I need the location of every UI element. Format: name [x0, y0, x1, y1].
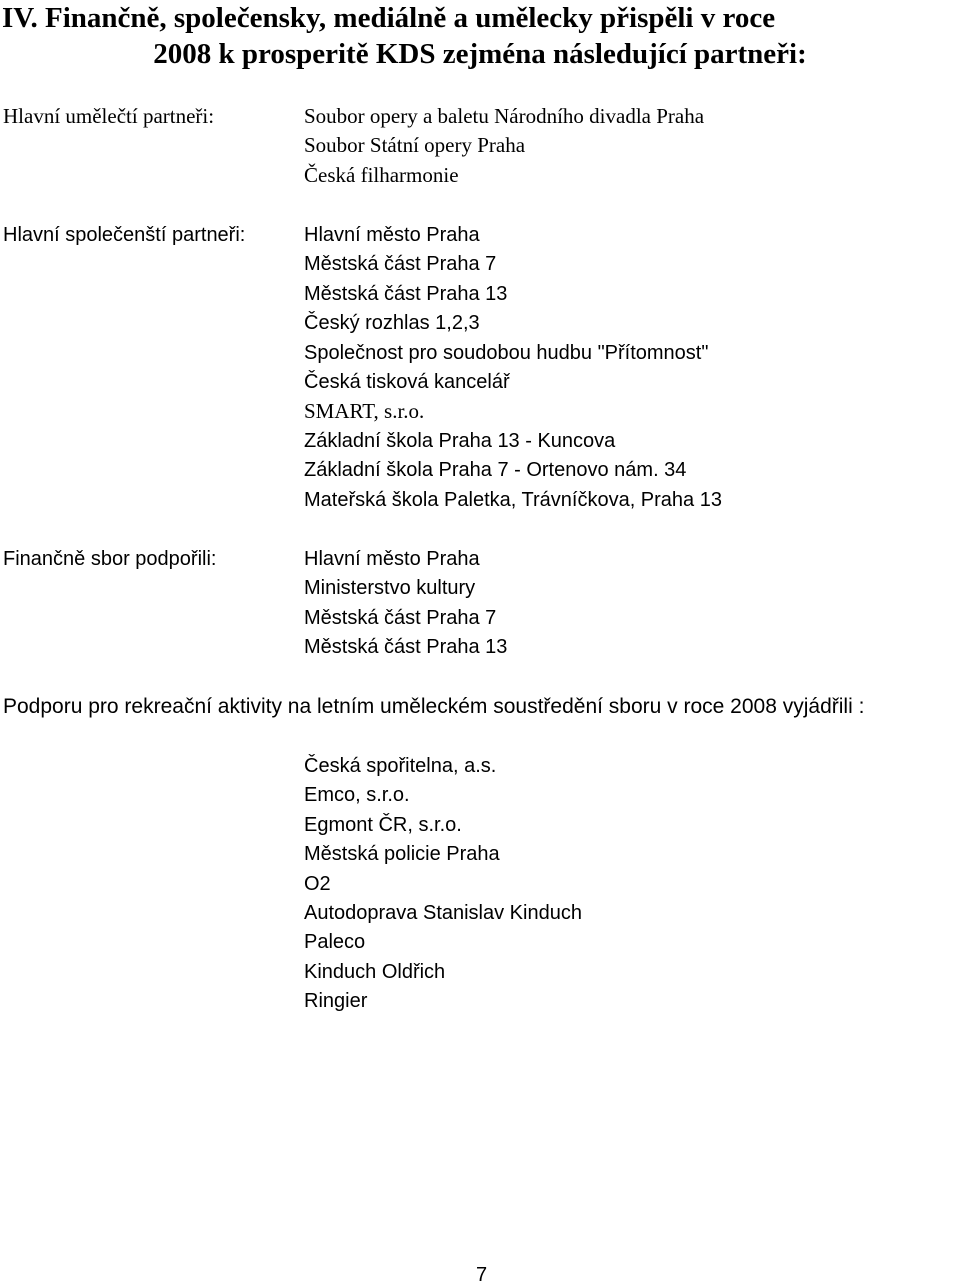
heading-line-1: IV. Finančně, společensky, mediálně a umělecky přispěli v roce: [2, 2, 776, 34]
list-item: SMART, s.r.o.: [304, 399, 425, 424]
list-item: Ministerstvo kultury: [304, 577, 476, 600]
recreation-statement: Podporu pro rekreační aktivity na letním uměleckém soustředění sboru v roce 2008 vyjádřili :: [3, 695, 865, 718]
list-item: Mateřská škola Paletka, Trávníčkova, Praha 13: [304, 488, 722, 511]
list-item: Autodoprava Stanislav Kinduch: [304, 902, 582, 925]
list-item: Městská část Praha 7: [304, 606, 497, 629]
list-item: Český rozhlas 1,2,3: [304, 312, 480, 335]
list-item: Paleco: [304, 931, 366, 954]
financial-supporters-list: [304, 545, 507, 663]
list-item: O2: [304, 872, 331, 895]
section-heading: [0, 0, 960, 72]
list-item: Městská policie Praha: [304, 843, 500, 866]
artistic-partners-label: Hlavní umělečtí partneři:: [3, 104, 215, 128]
recreation-supporters-list: [304, 752, 582, 1017]
list-item: Hlavní město Praha: [304, 548, 480, 570]
list-item: Česká spořitelna, a.s.: [304, 755, 497, 777]
heading-line-2: 2008 k prosperitě KDS zejména následující partneři:: [153, 38, 807, 70]
list-item: Základní škola Praha 7 - Ortenovo nám. 34: [304, 459, 687, 482]
list-item: Emco, s.r.o.: [304, 784, 410, 807]
social-partners-label: Hlavní společenští partneři:: [3, 224, 246, 246]
page-number: 7: [476, 1264, 488, 1286]
list-item: Kinduch Oldřich: [304, 960, 446, 983]
artistic-partners-list: [304, 102, 704, 190]
list-item: Hlavní město Praha: [304, 224, 480, 246]
list-item: Městská část Praha 13: [304, 282, 508, 305]
list-item: Egmont ČR, s.r.o.: [304, 813, 462, 836]
list-item: Česká tisková kancelář: [304, 371, 510, 394]
list-item: Soubor Státní opery Praha: [304, 133, 526, 158]
list-item: Společnost pro soudobou hudbu "Přítomnost": [304, 341, 709, 364]
list-item: Městská část Praha 7: [304, 253, 497, 276]
list-item: Česká filharmonie: [304, 162, 459, 187]
list-item: Ringier: [304, 990, 368, 1013]
list-item: Městská část Praha 13: [304, 636, 508, 659]
list-item: Soubor opery a baletu Národního divadla Praha: [304, 104, 705, 128]
social-partners-list: [304, 221, 722, 515]
list-item: Základní škola Praha 13 - Kuncova: [304, 429, 616, 452]
financial-supporters-label: Finančně sbor podpořili:: [3, 548, 217, 570]
